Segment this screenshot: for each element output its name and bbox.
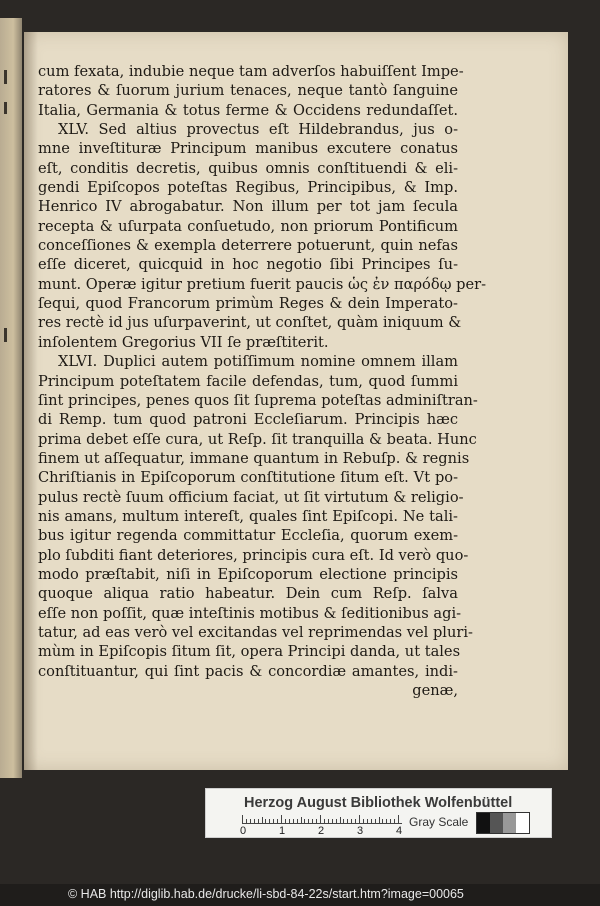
ruler-tick [273, 819, 274, 823]
ruler-tick [324, 819, 325, 823]
library-name: Herzog August Bibliothek Wolfenbüttel [244, 795, 513, 811]
ruler-tick [265, 819, 266, 823]
ruler-number: 2 [318, 825, 325, 837]
text-line: eſſe non poſſit, quæ inteſtinis motibus & ſeditionibus agi- [38, 604, 462, 622]
previous-page-edge [0, 18, 22, 778]
text-line: ratores & ſuorum jurium tenaces, neque tantò ſanguine [38, 82, 458, 100]
ruler-tick [242, 815, 243, 823]
ruler-tick [332, 819, 333, 823]
ruler-tick [269, 819, 270, 823]
ruler-tick [394, 819, 395, 823]
ruler-tick [297, 819, 298, 823]
ruler-tick [312, 819, 313, 823]
gray-swatch [490, 813, 503, 833]
ruler-number: 4 [396, 825, 403, 837]
gray-swatch [503, 813, 516, 833]
text-line: cum fexata, indubie neque tam adverſos habuiſſent Impe- [38, 63, 464, 80]
ruler-tick [285, 819, 286, 823]
ruler-tick [254, 819, 255, 823]
text-line: eſt, conditis decretis, quibus omnis conſtituendi & eli- [38, 159, 458, 177]
gray-swatch [516, 813, 529, 833]
ruler-tick [375, 819, 376, 823]
text-line: Principum poteſtatem facile defendas, tum, quod ſummi [38, 372, 458, 390]
text-line: prima debet eſſe cura, ut Reſp. ſit tranquilla & beata. Hunc [38, 430, 477, 448]
ruler-tick [336, 819, 337, 823]
ruler-tick [316, 819, 317, 823]
ruler-tick [340, 817, 341, 823]
ruler-tick [308, 819, 309, 823]
ruler-tick [351, 819, 352, 823]
text-line: finem ut aſſequatur, immane quantum in Rebuſp. & regnis [38, 449, 470, 467]
catchword: genæ, [412, 682, 458, 699]
ruler-number: 0 [240, 825, 247, 837]
ruler-tick [367, 819, 368, 823]
text-line: recepta & uſurpata conſuetudo, non priorum Pontificum [38, 217, 458, 235]
text-line: nis amans, multum intereſt, quales ſint Epiſcopi. Ne tali- [38, 507, 458, 525]
calibration-card [205, 788, 552, 838]
ruler-tick [382, 819, 383, 823]
ruler-tick [293, 819, 294, 823]
text-line: pulus rectè ſuum officium faciat, ut ſit virtutum & religio- [38, 488, 464, 506]
text-line: Henrico IV abrogabatur. Non illum per tot jam ſecula [38, 198, 458, 216]
ruler-tick [355, 819, 356, 823]
ruler-tick [262, 817, 263, 823]
footer-bar [0, 884, 600, 906]
ruler-tick [277, 819, 278, 823]
ruler-tick [379, 817, 380, 823]
text-line: mùm in Epiſcopis ſitum ſit, opera Principi danda, ut tales [38, 643, 461, 661]
text-line: gendi Epiſcopos poteſtas Regibus, Principibus, & Imp. [38, 179, 458, 197]
gray-swatch [477, 813, 490, 833]
ruler-number: 1 [279, 825, 286, 837]
ruler-tick [281, 815, 282, 823]
ruler-tick [343, 819, 344, 823]
ruler-tick [398, 815, 399, 823]
previous-page-mark [4, 328, 7, 342]
section-start-line: XLVI. Duplici autem potiſſimum nomine omnem illam [58, 353, 458, 371]
ruler-tick [258, 819, 259, 823]
text-line: ſint principes, penes quos ſit ſuprema poteſtas adminiſtran- [38, 391, 478, 409]
text-line: mne inveſtituræ Principum manibus excutere conatus [38, 140, 458, 158]
section-start-line: XLV. Sed altius provectus eſt Hildebrandus, jus o- [58, 121, 458, 139]
text-line: eſſe diceret, quicquid in hoc negotio ſibi Principes ſu- [38, 256, 458, 274]
ruler-tick [386, 819, 387, 823]
ruler-number: 3 [357, 825, 364, 837]
text-line: quoque aliqua ratio habeatur. Dein cum Reſp. ſalva [38, 585, 458, 603]
text-line: bus igitur regenda committatur Eccleſia, quorum exem- [38, 527, 458, 545]
text-line: di Remp. tum quod patroni Eccleſiarum. Principis hæc [38, 411, 458, 429]
ruler-tick [246, 819, 247, 823]
text-line: Italia, Germania & totus ferme & Occidens redundaſſet. [38, 101, 458, 119]
previous-page-mark [4, 102, 7, 114]
text-line: conſtituantur, qui ſint pacis & concordiæ amantes, indi- [38, 662, 458, 680]
ruler-tick [320, 815, 321, 823]
text-line: conceſſiones & exempla deterrere potuerunt, quin nefas [38, 237, 458, 255]
gray-scale-strip [476, 812, 530, 834]
copyright-url: © HAB http://diglib.hab.de/drucke/li-sbd-84-22s/start.htm?image=00065 [68, 887, 464, 901]
previous-page-mark [4, 70, 7, 84]
text-line: munt. Operæ igitur pretium fuerit paucis ὡς ἐν παρόδῳ per- [38, 275, 487, 293]
text-line: res rectè id jus uſurpaverint, ut conſtet, quàm iniquum & [38, 314, 462, 332]
page-text [38, 62, 487, 700]
text-line: tatur, ad eas verò vel excitandas vel reprimendas vel pluri- [38, 623, 473, 641]
ruler-tick [328, 819, 329, 823]
ruler [242, 815, 402, 824]
ruler-tick [371, 819, 372, 823]
ruler-tick [304, 819, 305, 823]
ruler-tick [363, 819, 364, 823]
ruler-tick [301, 817, 302, 823]
gray-scale-label: Gray Scale [409, 815, 469, 829]
text-line: Chriſtianis in Epiſcoporum conſtitutione ſitum eſt. Vt po- [38, 469, 458, 487]
text-line: ſequi, quod Francorum primùm Reges & dein Imperato- [38, 295, 458, 313]
text-line: plo ſubditi fiant deteriores, principis cura eſt. Id verò quo- [38, 546, 469, 564]
ruler-tick [347, 819, 348, 823]
ruler-tick [250, 819, 251, 823]
page-gutter-shadow [24, 32, 38, 770]
text-line: inſolentem Gregorius VII ſe præſtiterit. [38, 333, 329, 351]
ruler-tick [289, 819, 290, 823]
ruler-tick [359, 815, 360, 823]
ruler-tick [390, 819, 391, 823]
text-line: modo præſtabit, niſi in Epiſcoporum electione principis [38, 565, 458, 583]
